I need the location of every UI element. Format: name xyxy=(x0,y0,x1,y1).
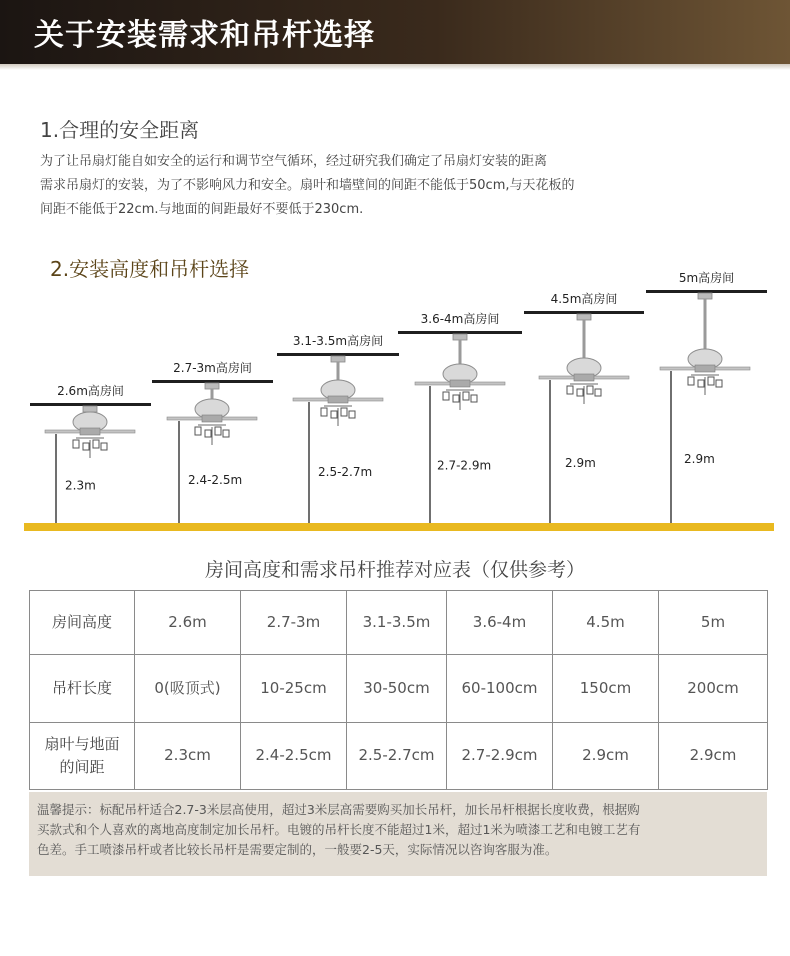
section2-heading: 2.安装高度和吊杆选择 xyxy=(50,257,250,281)
banner-shadow xyxy=(0,64,790,70)
fan-canopy xyxy=(577,314,591,320)
ceiling-line xyxy=(398,331,522,334)
blade-hub xyxy=(202,415,222,422)
section1-line-3: 间距不能低于22cm.与地面的间距最好不要低于230cm. xyxy=(40,202,364,217)
light-shade xyxy=(708,377,714,385)
ceiling-line xyxy=(277,353,399,356)
section1-heading: 1.合理的安全距离 xyxy=(40,118,200,142)
section1-line-1: 为了让吊扇灯能自如安全的运行和调节空气循环，经过研究我们确定了吊扇灯安装的距离 xyxy=(40,154,548,169)
light-shade xyxy=(595,389,601,396)
row-header-line: 的间距 xyxy=(59,757,105,776)
table-cell: 150cm xyxy=(553,655,659,722)
table-title: 房间高度和需求吊杆推荐对应表（仅供参考） xyxy=(204,559,585,581)
note-line-3: 色差。手工喷漆吊杆或者比较长吊杆是需要定制的，一般要2-5天，实际情况以咨询客服为准。 xyxy=(37,842,558,857)
table-cell: 60-100cm xyxy=(447,655,553,722)
fan-canopy xyxy=(83,406,97,412)
light-shade xyxy=(453,395,459,402)
table-cell: 2.3cm xyxy=(135,722,241,789)
light-shade xyxy=(587,386,593,394)
light-shade xyxy=(223,430,229,437)
distance-label: 2.5-2.7m xyxy=(318,465,373,480)
ceiling-line xyxy=(524,311,644,314)
distance-label: 2.4-2.5m xyxy=(188,473,243,488)
row-header xyxy=(30,722,135,789)
table-cell: 3.6-4m xyxy=(447,591,553,655)
light-shade xyxy=(471,395,477,402)
section1-line-2: 需求吊扇灯的安装，为了不影响风力和安全。扇叶和墙壁间的间距不能低于50cm,与天花板的 xyxy=(40,178,575,193)
ceiling-line xyxy=(646,290,767,293)
room-label: 3.6-4m高房间 xyxy=(420,312,500,326)
room-label: 5m高房间 xyxy=(678,271,735,285)
row-header-line: 吊杆长度 xyxy=(51,678,112,697)
table-cell: 30-50cm xyxy=(347,655,447,722)
light-shade xyxy=(577,389,583,396)
row-header xyxy=(30,591,135,655)
light-shade xyxy=(101,443,107,450)
ceiling-line xyxy=(152,380,273,383)
light-shade xyxy=(349,411,355,418)
table-row xyxy=(30,722,768,789)
room-6-group xyxy=(646,270,767,523)
table-row xyxy=(30,655,768,722)
table-cell: 2.7-2.9cm xyxy=(447,722,553,789)
light-shade xyxy=(463,392,469,400)
distance-label: 2.9m xyxy=(684,452,715,467)
light-shade xyxy=(716,380,722,387)
table-cell: 2.9cm xyxy=(553,722,659,789)
light-shade xyxy=(83,443,89,450)
table-cell: 0(吸顶式) xyxy=(135,655,241,722)
ceiling-line xyxy=(30,403,151,406)
light-shade xyxy=(73,440,79,448)
light-shade xyxy=(331,411,337,418)
blade-hub xyxy=(450,380,470,387)
room-3-group xyxy=(277,333,399,523)
row-header-line: 扇叶与地面 xyxy=(44,734,120,753)
distance-label: 2.3m xyxy=(65,478,96,493)
light-shade xyxy=(688,377,694,385)
light-shade xyxy=(341,408,347,416)
light-shade xyxy=(195,427,201,435)
downrod xyxy=(704,299,707,349)
table-row xyxy=(30,591,768,655)
distance-label: 2.7-2.9m xyxy=(437,458,492,473)
table-cell: 2.9cm xyxy=(659,722,768,789)
room-label: 2.6m高房间 xyxy=(57,384,124,398)
light-shade xyxy=(93,440,99,448)
table-cell: 2.4-2.5cm xyxy=(241,722,347,789)
light-shade xyxy=(698,380,704,387)
table-cell: 3.1-3.5m xyxy=(347,591,447,655)
light-shade xyxy=(215,427,221,435)
downrod xyxy=(211,389,214,399)
light-shade xyxy=(443,392,449,400)
light-shade xyxy=(321,408,327,416)
floor-line xyxy=(24,523,774,531)
fan-canopy xyxy=(331,356,345,362)
header-banner xyxy=(0,0,790,64)
fan-canopy xyxy=(698,293,712,299)
table-cell: 2.5-2.7cm xyxy=(347,722,447,789)
downrod xyxy=(583,320,586,358)
fan-canopy xyxy=(205,383,219,389)
blade-hub xyxy=(695,365,715,372)
table-cell: 2.6m xyxy=(135,591,241,655)
room-5-group xyxy=(524,291,644,523)
downrod xyxy=(337,362,340,380)
distance-label: 2.9m xyxy=(565,455,596,470)
room-2-group xyxy=(152,360,273,523)
room-label: 3.1-3.5m高房间 xyxy=(292,334,384,348)
table-cell: 5m xyxy=(659,591,768,655)
table-cell: 10-25cm xyxy=(241,655,347,722)
blade-hub xyxy=(80,428,100,435)
row-header-line: 房间高度 xyxy=(51,613,112,632)
page-title: 关于安装需求和吊杆选择 xyxy=(34,18,375,53)
spec-table xyxy=(29,590,768,790)
table-cell: 2.7-3m xyxy=(241,591,347,655)
table-cell: 4.5m xyxy=(553,591,659,655)
room-1-group xyxy=(30,383,151,523)
table-cell: 200cm xyxy=(659,655,768,722)
blade-hub xyxy=(328,396,348,403)
blade-hub xyxy=(574,374,594,381)
note-box xyxy=(29,792,767,876)
light-shade xyxy=(567,386,573,394)
row-header xyxy=(30,655,135,722)
note-line-2: 买款式和个人喜欢的离地高度制定加长吊杆。电镀的吊杆长度不能超过1米，超过1米为喷漆工艺和电镀工艺有 xyxy=(37,822,641,837)
room-label: 4.5m高房间 xyxy=(550,292,618,306)
downrod xyxy=(459,340,462,364)
light-shade xyxy=(205,430,211,437)
room-label: 2.7-3m高房间 xyxy=(173,361,252,375)
note-line-1: 温馨提示：标配吊杆适合2.7-3米层高使用，超过3米层高需要购买加长吊杆，加长吊杆根据长度收费，根据购 xyxy=(37,802,640,817)
room-4-group xyxy=(398,311,522,523)
installation-diagram xyxy=(0,265,790,537)
fan-canopy xyxy=(453,334,467,340)
